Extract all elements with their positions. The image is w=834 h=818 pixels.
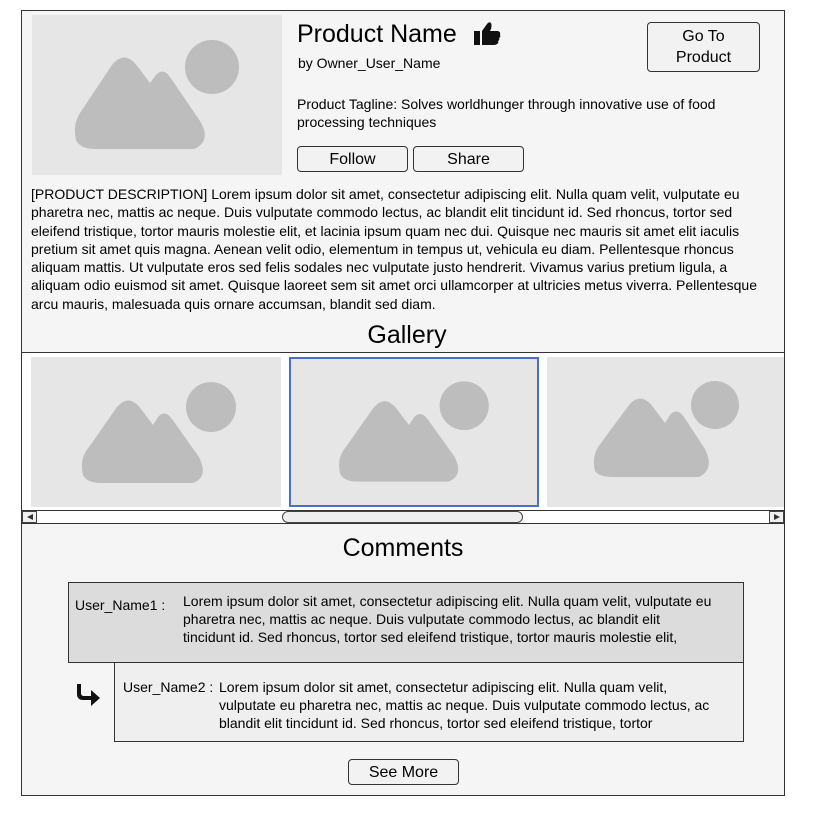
product-name: Product Name	[297, 20, 457, 48]
gallery-image-selected[interactable]	[289, 357, 539, 507]
scroll-left-icon[interactable]	[22, 511, 37, 523]
product-image	[32, 15, 282, 175]
comment-user[interactable]: User_Name2 :	[123, 679, 214, 695]
comments-title: Comments	[342, 534, 464, 562]
image-placeholder-icon	[547, 357, 785, 507]
gallery-scrollbar[interactable]	[22, 510, 784, 523]
comment-text: Lorem ipsum dolor sit amet, consectetur adipiscing elit. Nulla quam velit, vulputate eu pharetra nec, mattis ac neque. Duis vulputate commodo lectus, ac blandit elit tincidunt id. Sed rhoncus, tortor sed eleifend tristique, tortor	[219, 679, 710, 731]
comment-reply	[114, 662, 744, 742]
comment-user[interactable]: User_Name1 :	[75, 597, 166, 613]
see-more-button[interactable]: See More	[348, 759, 459, 785]
image-placeholder-icon	[32, 15, 282, 175]
owner-name[interactable]: by Owner_User_Name	[298, 55, 441, 71]
scroll-right-icon[interactable]	[769, 511, 784, 523]
image-placeholder-icon	[31, 357, 281, 507]
product-page	[21, 10, 785, 796]
comment	[68, 582, 744, 663]
gallery-image[interactable]	[547, 357, 785, 507]
go-to-product-button[interactable]: Go To Product	[647, 22, 760, 72]
reply-arrow-icon	[74, 682, 102, 706]
thumbs-up-icon[interactable]	[473, 21, 501, 47]
gallery-image[interactable]	[31, 357, 281, 507]
comment-text: Lorem ipsum dolor sit amet, consectetur adipiscing elit. Nulla quam velit, vulputate eu pharetra nec, mattis ac neque. Duis vulputate commodo lectus, ac blandit elit tincidunt id. Sed rhoncus, tortor sed eleifend tristique, tortor mauris molestie elit,	[183, 593, 712, 645]
follow-button[interactable]: Follow	[297, 146, 408, 172]
share-button[interactable]: Share	[413, 146, 524, 172]
product-description: [PRODUCT DESCRIPTION] Lorem ipsum dolor sit amet, consectetur adipiscing elit. Nulla quam velit, vulputate eu pharetra nec, mattis ac neque. Duis vulputate commodo lectus, ac blandit elit tincidunt id. Sed rhoncus, tortor sed eleifend tristique, tortor mauris molestie elit, et lacinia ipsum quam nec dui. Quisque nec mauris sit amet elit iaculis pretium sit amet quis magna. Aenean velit odio, elementum in tempus ut, vehicula eu diam. Pellentesque rhoncus aliquam mattis. Ut vulputate eros sed felis sodales nec vulputate justo hendrerit. Vivamus varius pretium ligula, a aliquam odio euismod sit amet. Quisque laoreet sem sit amet orci ullamcorper at ultricies metus viverra. Pellentesque arcu mauris, malesuada quis ornare accumsan, blandit sed diam.	[31, 186, 757, 312]
image-placeholder-icon	[291, 359, 537, 505]
gallery	[21, 352, 785, 524]
product-tagline: Product Tagline: Solves worldhunger through innovative use of food processing techniques	[297, 96, 716, 130]
scrollbar-thumb[interactable]	[282, 511, 523, 523]
gallery-title: Gallery	[367, 321, 447, 349]
